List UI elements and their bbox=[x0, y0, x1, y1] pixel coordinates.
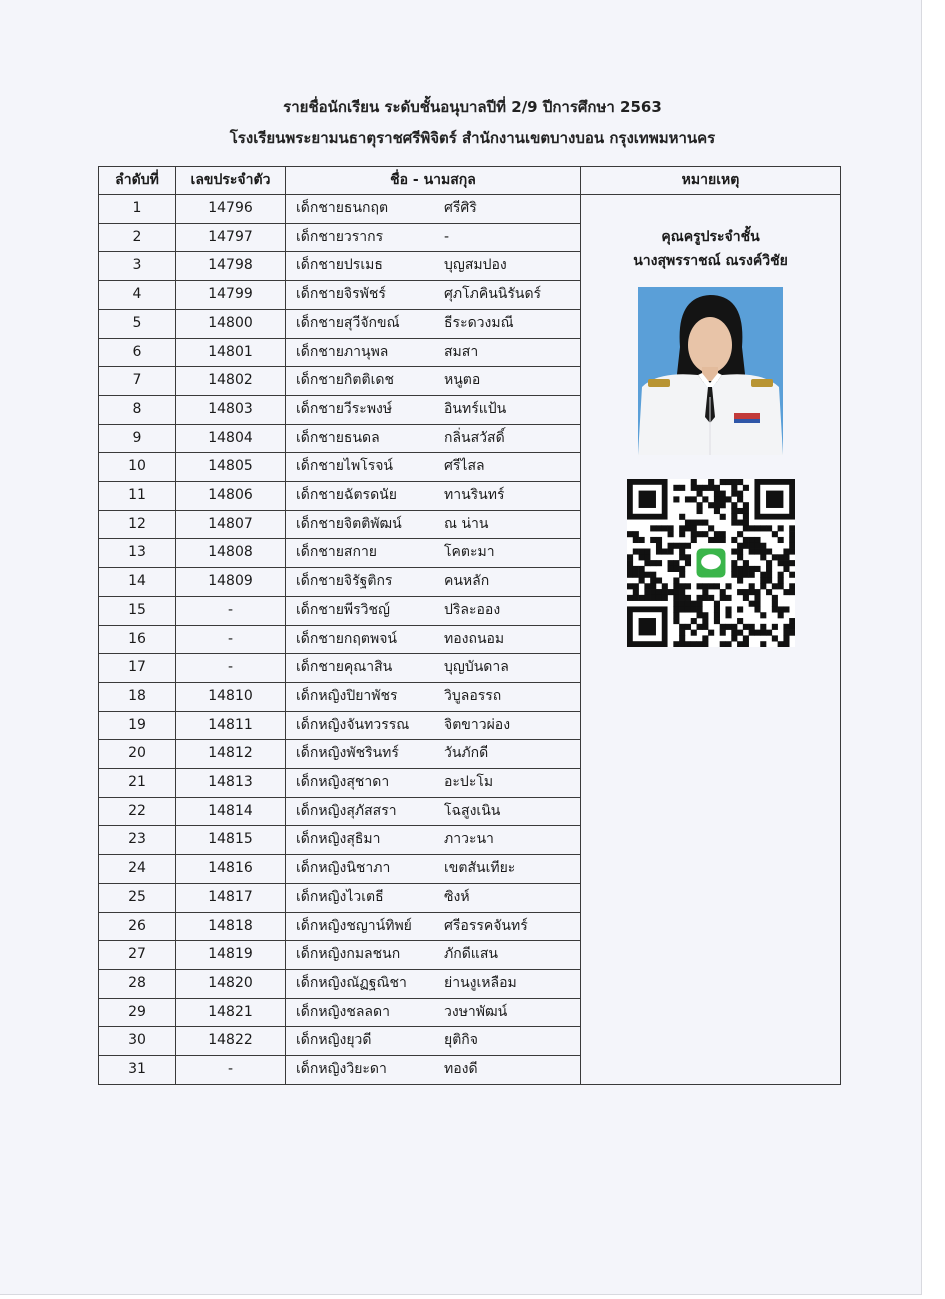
student-id: - bbox=[176, 596, 286, 625]
student-first-name: เด็กหญิงสุภัสสรา bbox=[296, 802, 397, 819]
student-last-name: ทองถนอม bbox=[444, 630, 505, 647]
student-id: 14820 bbox=[176, 969, 286, 998]
student-first-name: เด็กชายธนกฤต bbox=[296, 200, 389, 216]
row-number: 25 bbox=[99, 883, 176, 912]
student-last-name: สมสา bbox=[444, 343, 479, 360]
student-name bbox=[286, 941, 581, 970]
student-table bbox=[98, 166, 841, 1085]
row-number: 20 bbox=[99, 740, 176, 769]
student-name bbox=[286, 998, 581, 1027]
student-id: 14803 bbox=[176, 395, 286, 424]
student-id: 14800 bbox=[176, 309, 286, 338]
student-name bbox=[286, 740, 581, 769]
student-name bbox=[286, 1056, 581, 1085]
student-id: 14802 bbox=[176, 367, 286, 396]
student-id: 14818 bbox=[176, 912, 286, 941]
student-id: 14813 bbox=[176, 769, 286, 798]
student-last-name: ปริละออง bbox=[444, 601, 501, 618]
student-last-name: บุญบันดาล bbox=[444, 659, 509, 676]
row-number: 1 bbox=[99, 195, 176, 224]
row-number: 19 bbox=[99, 711, 176, 740]
student-first-name: เด็กชายวีระพงษ์ bbox=[296, 400, 393, 417]
student-name bbox=[286, 625, 581, 654]
student-id: 14810 bbox=[176, 682, 286, 711]
row-number: 12 bbox=[99, 510, 176, 539]
student-name bbox=[286, 1027, 581, 1056]
student-name bbox=[286, 969, 581, 998]
student-last-name: คนหลัก bbox=[444, 573, 490, 590]
student-first-name: เด็กหญิงปิยาพัชร bbox=[296, 687, 398, 704]
student-first-name: เด็กชายคุณาสิน bbox=[296, 659, 393, 676]
student-last-name: โฉสูงเนิน bbox=[444, 802, 501, 819]
teacher-portrait-photo bbox=[638, 287, 783, 455]
student-last-name: ทองดี bbox=[444, 1061, 478, 1078]
student-name bbox=[286, 568, 581, 597]
student-name bbox=[286, 711, 581, 740]
table-row bbox=[99, 195, 841, 224]
student-last-name: วิบูลอรรถ bbox=[444, 687, 502, 704]
student-first-name: เด็กหญิงไวเตธี bbox=[296, 888, 384, 905]
student-last-name: กลิ่นสวัสดิ์ bbox=[444, 429, 505, 446]
row-number: 15 bbox=[99, 596, 176, 625]
student-first-name: เด็กชายจิรพัชร์ bbox=[296, 286, 386, 303]
table-header-row bbox=[99, 167, 841, 195]
row-number: 23 bbox=[99, 826, 176, 855]
row-number: 7 bbox=[99, 367, 176, 396]
student-id: 14812 bbox=[176, 740, 286, 769]
student-id: 14806 bbox=[176, 482, 286, 511]
student-last-name: จิตขาวผ่อง bbox=[444, 716, 511, 733]
student-last-name: ทานรินทร์ bbox=[444, 487, 505, 504]
student-id: 14816 bbox=[176, 855, 286, 884]
row-number: 26 bbox=[99, 912, 176, 941]
student-id: - bbox=[176, 625, 286, 654]
student-id: 14804 bbox=[176, 424, 286, 453]
student-name bbox=[286, 912, 581, 941]
row-number: 2 bbox=[99, 223, 176, 252]
student-last-name: อินทร์แป้น bbox=[444, 400, 507, 417]
student-name bbox=[286, 395, 581, 424]
student-id: 14801 bbox=[176, 338, 286, 367]
page-subtitle: โรงเรียนพระยามนธาตุราชศรีพิจิตร์ สำนักงานเขตบางบอน กรุงเทพมหานคร bbox=[229, 129, 716, 147]
row-number: 18 bbox=[99, 682, 176, 711]
student-name bbox=[286, 654, 581, 683]
student-name bbox=[286, 769, 581, 798]
student-last-name: โคตะมา bbox=[444, 544, 495, 561]
teacher-portrait-icon bbox=[638, 287, 783, 455]
student-id: 14821 bbox=[176, 998, 286, 1027]
student-first-name: เด็กหญิงชลลดา bbox=[296, 1003, 390, 1020]
student-first-name: เด็กหญิงชญาน์ทิพย์ bbox=[296, 917, 412, 934]
student-name bbox=[286, 826, 581, 855]
student-name bbox=[286, 338, 581, 367]
student-first-name: เด็กชายภานุพล bbox=[296, 343, 389, 360]
row-number: 29 bbox=[99, 998, 176, 1027]
student-last-name: หนูตอ bbox=[444, 372, 481, 389]
student-last-name: วันภักดี bbox=[444, 745, 489, 762]
student-first-name: เด็กหญิงสุชาดา bbox=[296, 774, 390, 791]
student-name bbox=[286, 596, 581, 625]
student-first-name: เด็กชายวรากร bbox=[296, 228, 384, 245]
student-name bbox=[286, 855, 581, 884]
student-first-name: เด็กชายฉัตรดนัย bbox=[296, 487, 397, 504]
line-qr-code-icon bbox=[627, 479, 795, 647]
student-name bbox=[286, 797, 581, 826]
student-first-name: เด็กชายไพโรจน์ bbox=[296, 458, 394, 475]
row-number: 22 bbox=[99, 797, 176, 826]
page-title: รายชื่อนักเรียน ระดับชั้นอนุบาลปีที่ 2/9 ปีการศึกษา 2563 bbox=[283, 98, 662, 116]
student-first-name: เด็กหญิงจันทวรรณ bbox=[296, 716, 410, 733]
row-number: 17 bbox=[99, 654, 176, 683]
student-last-name: ยุติกิจ bbox=[444, 1032, 478, 1049]
student-id: - bbox=[176, 1056, 286, 1085]
row-number: 9 bbox=[99, 424, 176, 453]
student-name bbox=[286, 223, 581, 252]
student-id: 14814 bbox=[176, 797, 286, 826]
row-number: 16 bbox=[99, 625, 176, 654]
row-number: 3 bbox=[99, 252, 176, 281]
student-id: 14819 bbox=[176, 941, 286, 970]
teacher-role: คุณครูประจำชั้น bbox=[661, 229, 760, 245]
student-id: 14796 bbox=[176, 195, 286, 224]
student-last-name: ศรีไสล bbox=[444, 458, 485, 475]
teacher-name: นางสุพรราชณ์ ณรงค์วิชัย bbox=[633, 253, 788, 269]
student-name bbox=[286, 424, 581, 453]
row-number: 21 bbox=[99, 769, 176, 798]
student-first-name: เด็กชายจิรัฐติกร bbox=[296, 573, 393, 590]
student-last-name: ธีระดวงมณี bbox=[444, 314, 514, 331]
student-first-name: เด็กชายสุวีจักขณ์ bbox=[296, 314, 400, 331]
student-last-name: ศุภโภคินนิรันดร์ bbox=[444, 286, 542, 303]
student-name bbox=[286, 510, 581, 539]
student-first-name: เด็กชายจิตติพัฒน์ bbox=[296, 515, 402, 532]
header-remark: หมายเหตุ bbox=[581, 167, 841, 195]
student-first-name: เด็กหญิงวิยะดา bbox=[296, 1061, 387, 1078]
student-last-name: ณ น่าน bbox=[444, 515, 489, 532]
student-first-name: เด็กหญิงกมลชนก bbox=[296, 946, 401, 963]
student-first-name: เด็กชายสกาย bbox=[296, 544, 378, 561]
header-name: ชื่อ - นามสกุล bbox=[286, 167, 581, 195]
student-name bbox=[286, 883, 581, 912]
student-last-name: ศรีอรรคจันทร์ bbox=[444, 917, 528, 934]
row-number: 8 bbox=[99, 395, 176, 424]
row-number: 27 bbox=[99, 941, 176, 970]
student-last-name: ศรีศิริ bbox=[444, 200, 477, 216]
header-student-id: เลขประจำตัว bbox=[176, 167, 286, 195]
student-first-name: เด็กหญิงนิชาภา bbox=[296, 860, 391, 877]
student-last-name: ซิงห์ bbox=[444, 888, 470, 905]
student-first-name: เด็กหญิงสุธิมา bbox=[296, 831, 381, 848]
student-id: 14815 bbox=[176, 826, 286, 855]
student-first-name: เด็กชายกิตติเดช bbox=[296, 372, 394, 389]
student-id: 14809 bbox=[176, 568, 286, 597]
row-number: 13 bbox=[99, 539, 176, 568]
row-number: 14 bbox=[99, 568, 176, 597]
student-name bbox=[286, 682, 581, 711]
student-first-name: เด็กชายธนดล bbox=[296, 429, 380, 446]
student-last-name: ภักดีแสน bbox=[444, 946, 498, 963]
student-name bbox=[286, 252, 581, 281]
row-number: 6 bbox=[99, 338, 176, 367]
line-qr-code[interactable] bbox=[627, 479, 795, 647]
row-number: 24 bbox=[99, 855, 176, 884]
student-id: 14808 bbox=[176, 539, 286, 568]
student-last-name: ย่านงูเหลือม bbox=[444, 974, 517, 991]
student-table-wrapper bbox=[98, 166, 841, 1085]
header-no: ลำดับที่ bbox=[99, 167, 176, 195]
student-name bbox=[286, 539, 581, 568]
student-last-name: อะปะโม bbox=[444, 774, 494, 791]
student-id: 14797 bbox=[176, 223, 286, 252]
student-first-name: เด็กชายกฤตพจน์ bbox=[296, 630, 397, 647]
row-number: 30 bbox=[99, 1027, 176, 1056]
student-id: 14807 bbox=[176, 510, 286, 539]
student-first-name: เด็กชายปรเมธ bbox=[296, 257, 383, 274]
row-number: 10 bbox=[99, 453, 176, 482]
student-id: 14799 bbox=[176, 281, 286, 310]
student-name bbox=[286, 281, 581, 310]
student-id: 14811 bbox=[176, 711, 286, 740]
student-id: 14805 bbox=[176, 453, 286, 482]
student-last-name: เขตสันเทียะ bbox=[444, 860, 516, 877]
student-name bbox=[286, 309, 581, 338]
student-name bbox=[286, 195, 581, 224]
row-number: 11 bbox=[99, 482, 176, 511]
student-last-name: วงษาพัฒน์ bbox=[444, 1003, 508, 1020]
student-name bbox=[286, 482, 581, 511]
student-last-name: บุญสมปอง bbox=[444, 257, 507, 274]
student-first-name: เด็กหญิงพัชรินทร์ bbox=[296, 745, 399, 762]
student-name bbox=[286, 367, 581, 396]
row-number: 5 bbox=[99, 309, 176, 338]
student-first-name: เด็กชายพีรวิชญ์ bbox=[296, 601, 390, 618]
student-id: 14817 bbox=[176, 883, 286, 912]
student-last-name: - bbox=[444, 228, 450, 245]
student-last-name: ภาวะนา bbox=[444, 831, 494, 848]
row-number: 31 bbox=[99, 1056, 176, 1085]
remark-cell bbox=[581, 195, 841, 1085]
student-name bbox=[286, 453, 581, 482]
student-id: 14798 bbox=[176, 252, 286, 281]
student-first-name: เด็กหญิงณัฏฐณิชา bbox=[296, 974, 407, 991]
table-body bbox=[99, 195, 841, 1085]
row-number: 4 bbox=[99, 281, 176, 310]
student-id: - bbox=[176, 654, 286, 683]
student-id: 14822 bbox=[176, 1027, 286, 1056]
student-first-name: เด็กหญิงยุวดี bbox=[296, 1032, 372, 1049]
row-number: 28 bbox=[99, 969, 176, 998]
